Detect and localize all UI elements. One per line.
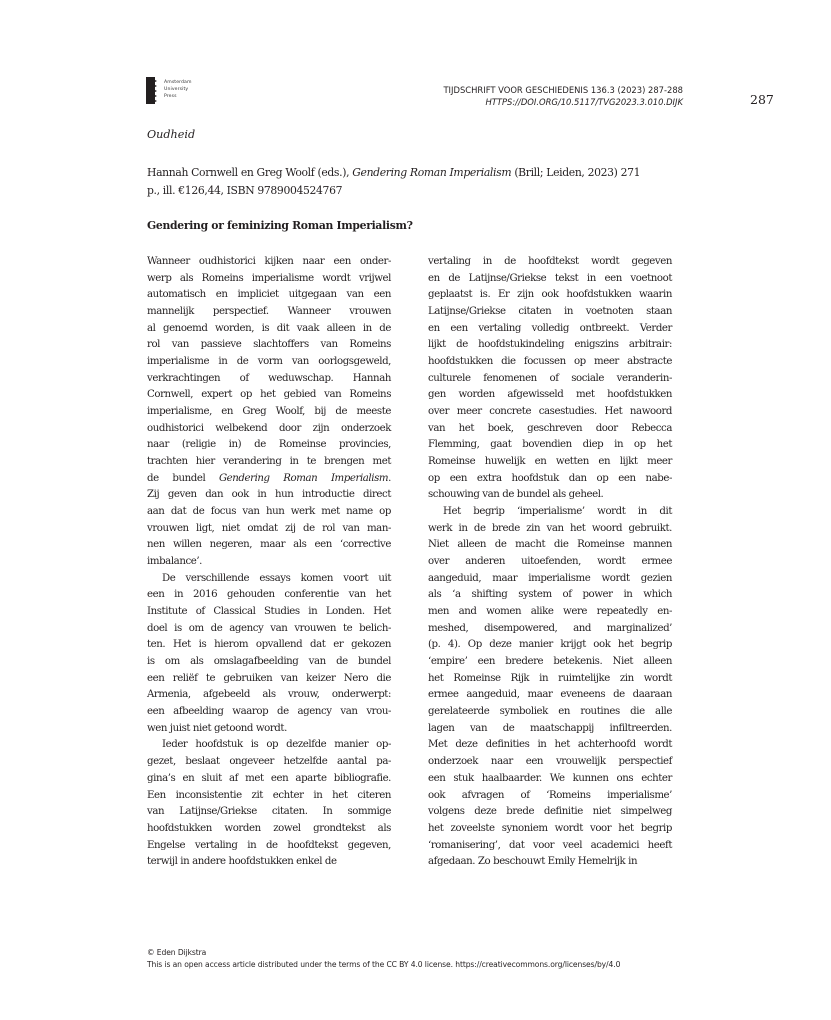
text-line: een reliëf te gebruiken van keizer Nero die <box>147 672 391 684</box>
citation-publication: (Brill; Leiden, 2023) 271 <box>514 166 641 179</box>
text-line: imperialisme in de vorm van oorlogsgeweld, <box>147 356 391 368</box>
section-heading: Oudheid <box>147 128 196 141</box>
text-line: ten. Het is hierom opvallend dat er gekozen <box>147 639 391 651</box>
text-line: wen juist niet getoond wordt. <box>147 722 287 734</box>
text-line: imperialisme, en Greg Woolf, bij de meeste <box>147 406 391 418</box>
text-line: imbalance’. <box>147 556 202 568</box>
text-line: Latijnse/Griekse citaten in voetnoten staan <box>428 306 672 318</box>
text-line: een afbeelding waarop de agency van vrou- <box>147 706 391 718</box>
text-line: terwijl in andere hoofdstukken enkel de <box>147 856 337 868</box>
text-line: Ieder hoofdstuk is op dezelfde manier op- <box>162 739 391 751</box>
text-line: en een vertaling volledig ontbreekt. Verder <box>428 322 672 334</box>
text-line: volgens deze brede definitie niet simpelweg <box>428 806 672 818</box>
text-line: ‘romanisering’, dat voor veel academici heeft <box>428 839 672 851</box>
body-column-left <box>147 254 391 871</box>
text-line: doel is om de agency van vrouwen te belich- <box>147 622 391 634</box>
text-line: werp als Romeins imperialisme wordt vrijwel <box>147 272 391 284</box>
text-line: Zij geven dan ook in hun introductie direct <box>147 489 391 501</box>
text-line: Flemming, gaat bovendien diep in op het <box>428 439 672 451</box>
text-line: het zoveelste synoniem wordt voor het begrip <box>428 822 672 834</box>
text-line: Armenia, afgebeeld als vrouw, onderwerpt: <box>147 689 391 701</box>
text-line: gerelateerde symboliek en routines die alle <box>428 706 672 718</box>
text-line: ‘empire’ een bredere betekenis. Niet alleen <box>428 656 672 668</box>
text-line: oudhistorici welbekend door zijn onderzoek <box>147 422 391 434</box>
citation-book-title: Gendering Roman Imperialism <box>352 166 512 179</box>
text-line: verkrachtingen of weduwschap. Hannah <box>147 372 391 384</box>
text-line: Een inconsistentie zit echter in het citeren <box>147 789 391 801</box>
text-line: naar (religie in) de Romeinse provincies, <box>147 439 391 451</box>
text-line: Institute of Classical Studies in Londen. Het <box>147 606 391 618</box>
publisher-logo <box>146 77 192 104</box>
text-line: gen worden afgewisseld met hoofdstukken <box>428 389 672 401</box>
text-line: gezet, beslaat ongeveer hetzelfde aantal pa- <box>147 756 391 768</box>
text-line: Cornwell, expert op het gebied van Romeins <box>147 389 391 401</box>
doi-link[interactable]: HTTPS://DOI.ORG/10.5117/TVG2023.3.010.DIJK <box>485 97 683 107</box>
text-line: mannelijk perspectief. Wanneer vrouwen <box>147 306 391 318</box>
text-line: een in 2016 gehouden conferentie van het <box>147 589 391 601</box>
text-line: men and women alike were repeatedly en- <box>428 606 672 618</box>
text-line: Niet alleen de macht die Romeinse mannen <box>428 539 672 551</box>
text-line: het Romeinse Rijk in ruimtelijke zin wordt <box>428 672 672 684</box>
text-line: als ‘a shifting system of power in which <box>428 589 672 601</box>
text-line: culturele fenomenen of sociale veranderin- <box>428 372 672 384</box>
journal-line: TIJDSCHRIFT VOOR GESCHIEDENIS 136.3 (2023) 287-288 <box>443 85 683 95</box>
text-line: onderzoek naar een vrouwelijk perspectief <box>428 756 672 768</box>
text-line: al genoemd worden, is dit vaak alleen in de <box>147 322 391 334</box>
text-line: aan dat de focus van hun werk met name op <box>147 506 391 518</box>
footer <box>147 947 620 970</box>
running-head <box>443 84 683 108</box>
license-notice: This is an open access article distributed under the terms of the CC BY 4.0 license. https://creativecommons.org/licenses/by/4.0 <box>147 959 621 969</box>
text-line: van Latijnse/Griekse citaten. In sommige <box>147 806 391 818</box>
text-line: vertaling in de hoofdtekst wordt gegeven <box>428 256 672 267</box>
citation-authors: Hannah Cornwell en Greg Woolf (eds.), <box>147 166 350 179</box>
text-line: De verschillende essays komen voort uit <box>162 572 391 584</box>
text-line: hoofdstukken worden zowel grondtekst als <box>147 822 391 834</box>
text-line: en de Latijnse/Griekse tekst in een voetnoot <box>428 272 672 284</box>
text-line: lijkt de hoofdstukindeling enigszins arbitrair: <box>428 339 672 351</box>
text-line: automatisch en impliciet uitgegaan van een <box>147 289 391 301</box>
text-line: nen willen negeren, maar als een ‘corrective <box>147 539 391 551</box>
text-line: ook afvragen of ‘Romeins imperialisme’ <box>428 789 672 801</box>
text-line: aangeduid, maar imperialisme wordt gezien <box>428 572 672 584</box>
text-line: over meer concrete casestudies. Het nawoord <box>428 406 672 418</box>
text-line: gina’s en sluit af met een aparte bibliografie. <box>147 772 391 784</box>
text-line: de bundel Gendering Roman Imperialism. <box>147 472 391 484</box>
copyright-notice: © Eden Dijkstra <box>147 948 207 957</box>
text-line: schouwing van de bundel als geheel. <box>428 489 604 501</box>
body-column-right <box>428 254 672 871</box>
text-line: Met deze definities in het achterhoofd wordt <box>428 739 672 751</box>
text-line: lagen van de maatschappij infiltreerden. <box>428 722 672 734</box>
text-line: Het begrip ‘imperialisme’ wordt in dit <box>443 506 672 518</box>
page-number: 287 <box>750 92 774 107</box>
citation-details: p., ill. €126,44, ISBN 9789004524767 <box>147 184 343 197</box>
text-line: van het boek, geschreven door Rebecca <box>428 422 672 434</box>
text-line: Engelse vertaling in de hoofdtekst gegeven, <box>147 839 391 851</box>
text-line: trachten hier verandering in te brengen met <box>147 456 391 468</box>
text-line: geplaatst is. Er zijn ook hoofdstukken waarin <box>428 289 672 301</box>
text-line: rol van passieve slachtoffers van Romeins <box>147 339 391 351</box>
text-line: is om als omslagafbeelding van de bundel <box>147 656 391 668</box>
amsterdam-university-press-logo-icon <box>146 77 158 104</box>
text-line: werk in de brede zin van het woord gebruikt. <box>428 522 672 534</box>
text-line: hoofdstukken die focussen op meer abstracte <box>428 356 672 368</box>
publisher-name: Amsterdam University Press <box>164 80 192 99</box>
text-line: vrouwen ligt, niet omdat zij de rol van man- <box>147 522 391 534</box>
text-line: (p. 4). Op deze manier krijgt ook het begrip <box>428 639 672 651</box>
text-line: meshed, disempowered, and marginalized’ <box>428 622 672 634</box>
text-line: een stuk haalbaarder. We kunnen ons echter <box>428 772 672 784</box>
text-line: afgedaan. Zo beschouwt Emily Hemelrijk in <box>428 856 638 868</box>
book-citation <box>147 164 692 200</box>
text-line: over anderen uitoefenden, wordt ermee <box>428 556 672 568</box>
text-line: Wanneer oudhistorici kijken naar een onder- <box>147 256 391 267</box>
text-line: Romeinse huwelijk en wetten en lijkt meer <box>428 456 672 468</box>
review-title: Gendering or feminizing Roman Imperialism? <box>147 219 413 232</box>
text-line: ermee aangeduid, maar eveneens de daaraan <box>428 689 672 701</box>
text-line: op een extra hoofdstuk dan op een nabe- <box>428 472 672 484</box>
